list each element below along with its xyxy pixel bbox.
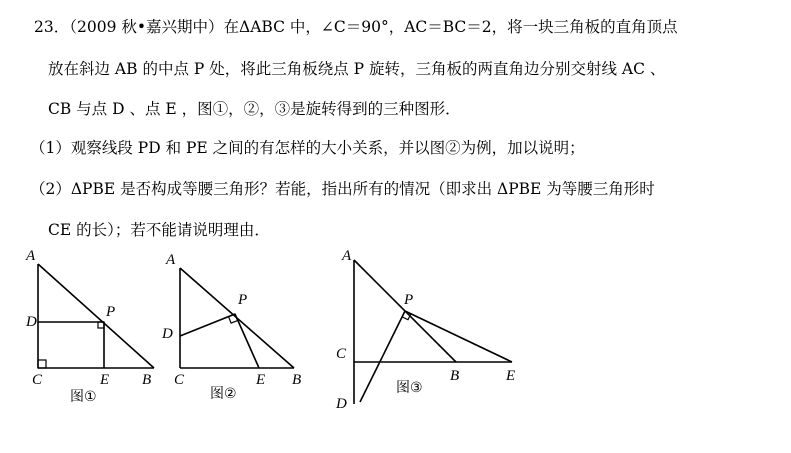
- fig3-label-a: A: [342, 248, 352, 264]
- fig1-caption: 图①: [70, 389, 97, 405]
- fig2-label-p: P: [238, 292, 248, 308]
- fig1-label-p: P: [106, 304, 116, 320]
- fig2-segment-pe: [235, 314, 259, 368]
- question-2-line-1: （2）ΔPBE 是否构成等腰三角形？若能，指出所有的情况（即求出 ΔPBE 为等腰三角形时: [30, 180, 655, 198]
- fig2-label-c: C: [174, 372, 185, 388]
- fig1-label-d: D: [26, 314, 37, 330]
- fig3-caption: 图③: [396, 380, 423, 396]
- fig1-label-c: C: [32, 372, 43, 388]
- fig3-label-d: D: [336, 396, 347, 412]
- fig3-label-e: E: [506, 368, 516, 384]
- fig2-caption: 图②: [210, 386, 237, 402]
- problem-line-1-text: 在ΔABC 中，∠C＝90°，AC＝BC＝2，将一块三角板的直角顶点: [223, 18, 678, 36]
- question-1: （1）观察线段 PD 和 PE 之间的有怎样的大小关系，并以图②为例，加以说明；: [30, 139, 585, 157]
- question-2-line-2: CE 的长）；若不能请说明理由．: [48, 221, 270, 239]
- fig2-label-d: D: [162, 326, 173, 342]
- fig3-label-b: B: [450, 368, 460, 384]
- figure-1: [20, 244, 160, 414]
- problem-line-3: CB 与点 D 、点 E ，图①，②，③是旋转得到的三种图形．: [48, 100, 461, 118]
- fig1-side-ab: [38, 264, 154, 368]
- fig3-label-p: P: [404, 292, 414, 308]
- fig2-label-e: E: [256, 372, 266, 388]
- problem-number: 23．: [34, 18, 70, 36]
- fig2-label-b: B: [292, 372, 302, 388]
- figure-3: [326, 244, 546, 414]
- fig3-label-c: C: [336, 346, 347, 362]
- fig3-segment-pe: [405, 311, 512, 362]
- fig1-right-angle-mark-c: [38, 360, 46, 368]
- fig2-segment-pd: [180, 314, 235, 336]
- problem-line-1: [34, 16, 678, 38]
- problem-line-2: 放在斜边 AB 的中点 P 处，将此三角板绕点 P 旋转，三角板的两直角边分别交射线 AC 、: [48, 60, 666, 78]
- fig2-label-a: A: [166, 252, 176, 268]
- figure-2: [158, 244, 318, 414]
- fig1-label-a: A: [26, 248, 36, 264]
- fig1-label-b: B: [142, 372, 152, 388]
- problem-source: （2009 秋•嘉兴期中）: [69, 18, 224, 36]
- fig1-label-e: E: [100, 372, 110, 388]
